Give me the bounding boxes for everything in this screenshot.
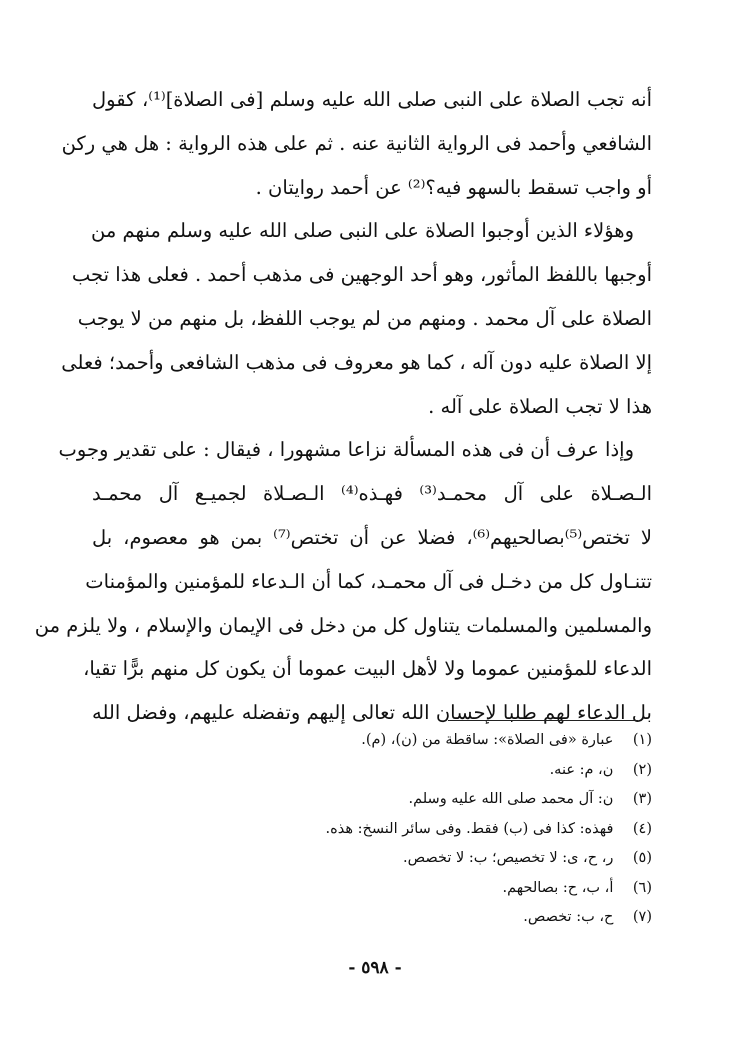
footnote [240, 815, 652, 845]
footnote-number: (٧) [632, 909, 652, 925]
footnote [240, 785, 652, 815]
text-line: وهؤلاء الذين أوجبوا الصلاة على النبى صلى الله عليه وسلم منهم من [91, 219, 634, 243]
paragraph-3 [34, 428, 652, 735]
footnote-text: ح، ب: تخصص. [523, 909, 614, 925]
text-line: إلا الصلاة عليه دون آله ، كما هو معروف فى مذهب الشافعى وأحمد؛ فعلى [61, 350, 652, 374]
text-line: وإذا عرف أن فى هذه المسألة نزاعا مشهورا ، فيقال : على تقدير وجوب [58, 438, 634, 462]
footnote [240, 903, 652, 933]
text-line: والمسلمين والمسلمات يتناول كل من دخل فى الإيمان والإسلام ، ولا يلزم من [34, 613, 652, 637]
footnote-number: (٣) [632, 791, 652, 807]
text-line: أو واجب تسقط بالسهو فيه؟⁽²⁾ عن أحمد روايتان . [255, 175, 652, 199]
footnote-text: ن، م: عنه. [549, 761, 614, 778]
footnotes [240, 726, 652, 933]
text-line: هذا لا تجب الصلاة على آله . [428, 394, 652, 418]
footnote [240, 726, 652, 756]
text-line: الشافعي وأحمد فى الرواية الثانية عنه . ثم على هذه الرواية : هل هي ركن [61, 131, 652, 155]
text-line: الصلاة على آل محمد . ومنهم من لم يوجب اللفظ، بل منهم من لا يوجب [77, 306, 652, 330]
footnote-number: (٦) [632, 879, 652, 896]
paragraph-2 [61, 209, 652, 428]
footnote-number: (٥) [632, 850, 652, 866]
text-line: تتنـاول كل من دخـل فى آل محمـد، كما أن الـدعاء للمؤمنين والمؤمنات [85, 569, 652, 593]
page-number: - ٥٩٨ - [348, 958, 402, 978]
footnote-number: (٢) [632, 761, 652, 778]
footnote-number: (١) [632, 732, 652, 748]
footnote [240, 874, 652, 904]
footnote-number: (٤) [632, 820, 652, 837]
main-text [34, 78, 653, 735]
footnote-text: ن: آل محمد صلى الله عليه وسلم. [408, 791, 614, 807]
text-line: الدعاء للمؤمنين عموما ولا لأهل البيت عموما أن يكون كل منهم برًّا تقيا، [83, 657, 652, 681]
text-line: أنه تجب الصلاة على النبى صلى الله عليه وسلم [فى الصلاة]⁽¹⁾، كقول [92, 88, 653, 111]
paragraph-1 [61, 78, 653, 209]
footnote [240, 844, 652, 874]
footnote-separator [448, 720, 638, 721]
footnote-text: عبارة «فى الصلاة»: ساقطة من (ن)، (م). [361, 732, 614, 748]
text-line: الـصـلاة على آل محمـد⁽³⁾ فهـذه⁽⁴⁾ الـصـلاة لجميـع آل محمـد [92, 482, 652, 506]
text-line: أوجبها باللفظ المأثور، وهو أحد الوجهين فى مذهب أحمد . فعلى هذا تجب [71, 263, 652, 287]
footnote-text: ر، ح، ى: لا تخصيص؛ ب: لا تخصص. [403, 850, 614, 866]
text-line: بل الدعاء لهم طلبا لإحسان الله تعالى إليهم وتفضله عليهم، وفضل الله [92, 701, 652, 725]
text-line: لا تختص⁽⁵⁾بصالحيهم⁽⁶⁾، فضلا عن أن تختص⁽⁷⁾ بمن هو معصوم، بل [92, 525, 652, 549]
footnote-text: فهذه: كذا فى (ب) فقط. وفى سائر النسخ: هذه. [325, 820, 614, 837]
footnote-text: أ، ب، ح: بصالحهم. [502, 879, 614, 896]
footnote [240, 756, 652, 786]
